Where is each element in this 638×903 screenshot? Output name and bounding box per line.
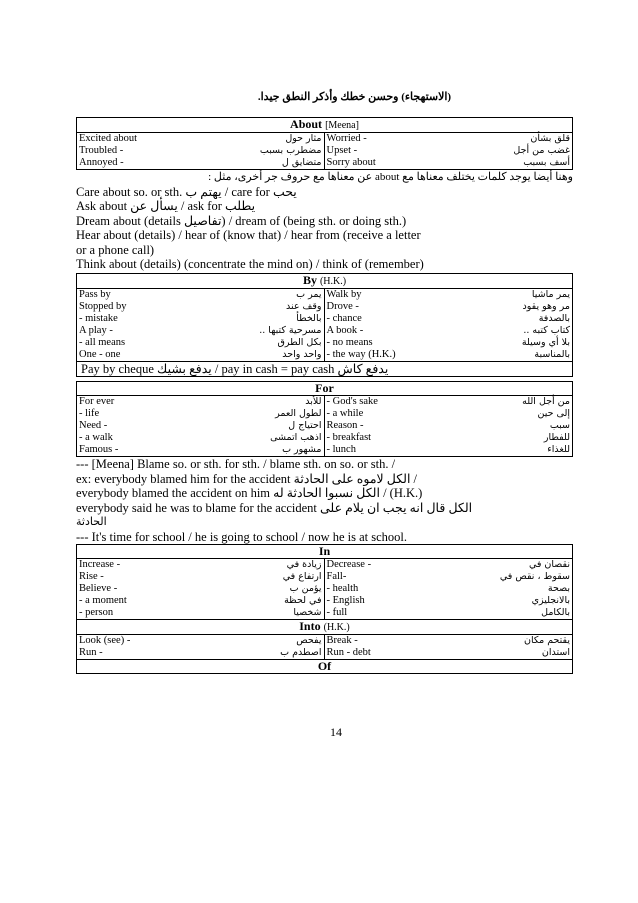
- term-ar: بكل الطرق: [277, 336, 322, 348]
- term-en: Drove -: [326, 300, 359, 312]
- table-row: [325, 301, 573, 313]
- term-ar: مثار حول: [285, 133, 322, 144]
- table-row: [77, 325, 324, 337]
- term-ar: متضايق ل: [281, 157, 322, 168]
- term-en: - health: [326, 583, 359, 594]
- term-en: - a walk: [79, 432, 113, 443]
- term-ar: غضب من أجل: [513, 145, 570, 156]
- term-en: - mistake: [79, 312, 118, 324]
- table-row: [325, 571, 573, 583]
- term-ar: مضطرب بسبب: [259, 145, 322, 156]
- table-row: [325, 325, 573, 337]
- term-ar: أسف بسبب: [523, 157, 570, 168]
- term-ar: بالصدفة: [538, 312, 570, 324]
- for-line: --- It's time for school / he is going to school / now he is at school.: [76, 529, 408, 544]
- term-ar: مشهور ب: [282, 444, 322, 455]
- section-title: About: [290, 117, 323, 131]
- term-en: Run -: [79, 647, 103, 658]
- term-ar: للأبد: [305, 396, 322, 407]
- about-note: وهنا أيضا يوجد كلمات يختلف معناها مع about عن معناها مع حروف جر أخرى، مثل :: [208, 171, 573, 183]
- term-en: Run - debt: [326, 647, 371, 658]
- term-ar: بالانجليزي: [531, 595, 570, 606]
- about-line: Dream about (details تفاصيل) / dream of (being sth. or doing sth.): [76, 213, 407, 228]
- table-row: [77, 408, 324, 420]
- term-ar: استدان: [541, 647, 570, 658]
- term-ar: يمر ماشيا: [531, 288, 570, 300]
- table-row: [325, 289, 573, 301]
- term-ar: يفحص: [296, 635, 322, 646]
- about-line: Care about so. or sth. يهتم ب / care for يحب: [76, 184, 297, 199]
- term-ar: لطول العمر: [275, 408, 322, 419]
- in-table: [76, 558, 573, 620]
- term-en: - life: [79, 408, 100, 419]
- term-ar: بالمناسبة: [534, 348, 570, 360]
- term-ar: للغذاء: [547, 444, 570, 455]
- term-en: A book -: [326, 324, 364, 336]
- table-row: [325, 145, 573, 157]
- term-en: Famous -: [79, 444, 119, 455]
- term-en: Look (see) -: [79, 635, 131, 646]
- table-row: [77, 635, 324, 647]
- table-row: [325, 337, 573, 349]
- section-title: By: [302, 272, 317, 287]
- table-row: [325, 349, 573, 361]
- section-tag: (H.K.): [323, 622, 350, 633]
- term-ar: واحد واحد: [282, 348, 322, 360]
- term-en: - a moment: [79, 595, 127, 606]
- term-en: Annoyed -: [79, 157, 124, 168]
- term-en: Need -: [79, 420, 108, 431]
- table-row: [77, 595, 324, 607]
- term-en: Stopped by: [79, 300, 127, 312]
- term-en: - no means: [326, 336, 373, 348]
- term-en: Break -: [326, 635, 358, 646]
- table-row: [325, 635, 573, 647]
- table-row: [325, 647, 573, 659]
- term-ar: في لحظة: [284, 595, 322, 606]
- table-row: [77, 444, 324, 456]
- term-en: - person: [79, 607, 114, 618]
- term-ar: مر وهو يقود: [522, 300, 570, 312]
- term-ar: بصحة: [547, 583, 570, 594]
- term-en: Troubled -: [79, 145, 124, 156]
- section-tag: [Meena]: [325, 120, 359, 131]
- table-row: [325, 559, 573, 571]
- term-en: For ever: [79, 396, 115, 407]
- term-en: One - one: [79, 348, 121, 360]
- for-line: everybody blamed the accident on him الكل نسبوا الحادثة له / (H.K.): [76, 486, 423, 500]
- term-ar: يؤمن ب: [289, 583, 322, 594]
- for-line: الحادثة: [76, 515, 107, 528]
- section-title: For: [315, 381, 334, 395]
- term-en: Excited about: [79, 133, 138, 144]
- term-en: A play -: [79, 324, 113, 336]
- term-ar: اذهب اتمشى: [270, 432, 322, 443]
- page-number: 14: [330, 725, 342, 739]
- table-row: [77, 289, 324, 301]
- term-ar: بالكامل: [541, 607, 570, 618]
- term-ar: يمر ب: [296, 288, 322, 300]
- term-ar: ارتفاع في: [282, 571, 322, 582]
- term-en: - breakfast: [326, 432, 372, 443]
- section-title: Into: [299, 619, 321, 633]
- term-ar: بالخطأ: [296, 312, 322, 324]
- term-ar: بلا أي وسيلة: [521, 336, 570, 348]
- table-row: [77, 301, 324, 313]
- for-line: --- [Meena] Blame so. or sth. for sth. / blame sth. on so. or sth. /: [76, 457, 396, 471]
- term-ar: يقتحم مكان: [524, 635, 570, 646]
- term-en: - English: [326, 595, 365, 606]
- term-en: - the way (H.K.): [326, 348, 396, 360]
- section-of-header: [76, 660, 573, 674]
- term-ar: من أجل الله: [522, 396, 570, 407]
- term-en: Upset -: [326, 145, 358, 156]
- term-en: Believe -: [79, 583, 118, 594]
- table-row: [325, 607, 573, 619]
- about-line: Think about (details) (concentrate the mind on) / think of (remember): [76, 257, 424, 271]
- for-table: [76, 395, 573, 457]
- term-en: - all means: [79, 336, 126, 348]
- term-en: Sorry about: [326, 157, 376, 168]
- section-in-header: [76, 544, 573, 558]
- term-ar: وقف عند: [285, 300, 322, 312]
- for-line: ex: everybody blamed him for the accident الكل لاموه على الحادثة /: [76, 471, 418, 486]
- term-en: Pass by: [79, 288, 111, 300]
- term-en: Decrease -: [326, 559, 372, 570]
- table-row: [325, 595, 573, 607]
- section-title: Of: [317, 659, 332, 673]
- table-row: [325, 133, 573, 145]
- table-row: [77, 607, 324, 619]
- term-en: Worried -: [326, 133, 367, 144]
- table-row: [77, 133, 324, 145]
- document-page: [76, 90, 573, 674]
- term-ar: مسرحية كتبها ..: [259, 324, 322, 336]
- about-table: [76, 132, 573, 170]
- table-row: [77, 559, 324, 571]
- table-row: [77, 583, 324, 595]
- table-row: [77, 396, 324, 408]
- term-en: - full: [326, 607, 348, 618]
- term-ar: سقوط ، نقص في: [499, 571, 570, 582]
- table-row: [325, 396, 573, 408]
- section-tag: (H.K.): [319, 275, 347, 287]
- table-row: [77, 647, 324, 659]
- table-row: [77, 145, 324, 157]
- term-en: Reason -: [326, 420, 364, 431]
- term-ar: كتاب كتبه ..: [523, 324, 570, 336]
- term-ar: اصطدم ب: [280, 647, 322, 658]
- table-row: [325, 420, 573, 432]
- section-about-header: [76, 117, 573, 132]
- term-en: - chance: [326, 312, 362, 324]
- section-into-header: [76, 620, 573, 634]
- table-row: [325, 583, 573, 595]
- section-by-header: [76, 273, 573, 288]
- by-table: [76, 288, 573, 362]
- about-line: Ask about يسأل عن / ask for يطلب: [76, 199, 256, 213]
- table-row: [77, 432, 324, 444]
- into-table: [76, 634, 573, 660]
- section-for-header: [76, 381, 573, 395]
- term-en: Walk by: [326, 288, 362, 300]
- term-ar: نقصان في: [528, 559, 570, 570]
- about-line: Hear about (details) / hear of (know that) / hear from (receive a letter: [76, 228, 421, 242]
- term-en: - a while: [326, 408, 364, 419]
- term-ar: إلى حين: [537, 408, 570, 419]
- term-en: Fall-: [326, 571, 347, 582]
- table-row: [325, 408, 573, 420]
- term-ar: للفطار: [543, 432, 570, 443]
- pay-by-box: Pay by cheque يدفع بشيك / pay in cash = pay cash يدفع كاش: [76, 362, 573, 378]
- term-en: Increase -: [79, 559, 121, 570]
- table-row: [325, 432, 573, 444]
- term-en: - lunch: [326, 444, 356, 455]
- table-row: [77, 337, 324, 349]
- table-row: [325, 157, 573, 169]
- term-ar: قلق بشأن: [530, 133, 570, 144]
- table-row: [77, 349, 324, 361]
- page-header-arabic: (الاستهجاء) وحسن خطك وأذكر النطق جيدا.: [257, 91, 452, 103]
- table-row: [325, 444, 573, 456]
- term-en: Rise -: [79, 571, 104, 582]
- table-row: [77, 157, 324, 169]
- table-row: [77, 420, 324, 432]
- term-ar: شخصيا: [293, 607, 322, 618]
- table-row: [325, 313, 573, 325]
- table-row: [77, 313, 324, 325]
- about-line: or a phone call): [76, 242, 155, 257]
- section-title: In: [318, 544, 331, 558]
- for-line: everybody said he was to blame for the accident الكل قال انه يجب ان يلام على: [76, 500, 473, 515]
- term-en: - God's sake: [326, 396, 378, 407]
- term-ar: زيادة في: [286, 559, 322, 570]
- term-ar: سبب: [549, 420, 570, 431]
- term-ar: احتياج ل: [288, 420, 322, 431]
- table-row: [77, 571, 324, 583]
